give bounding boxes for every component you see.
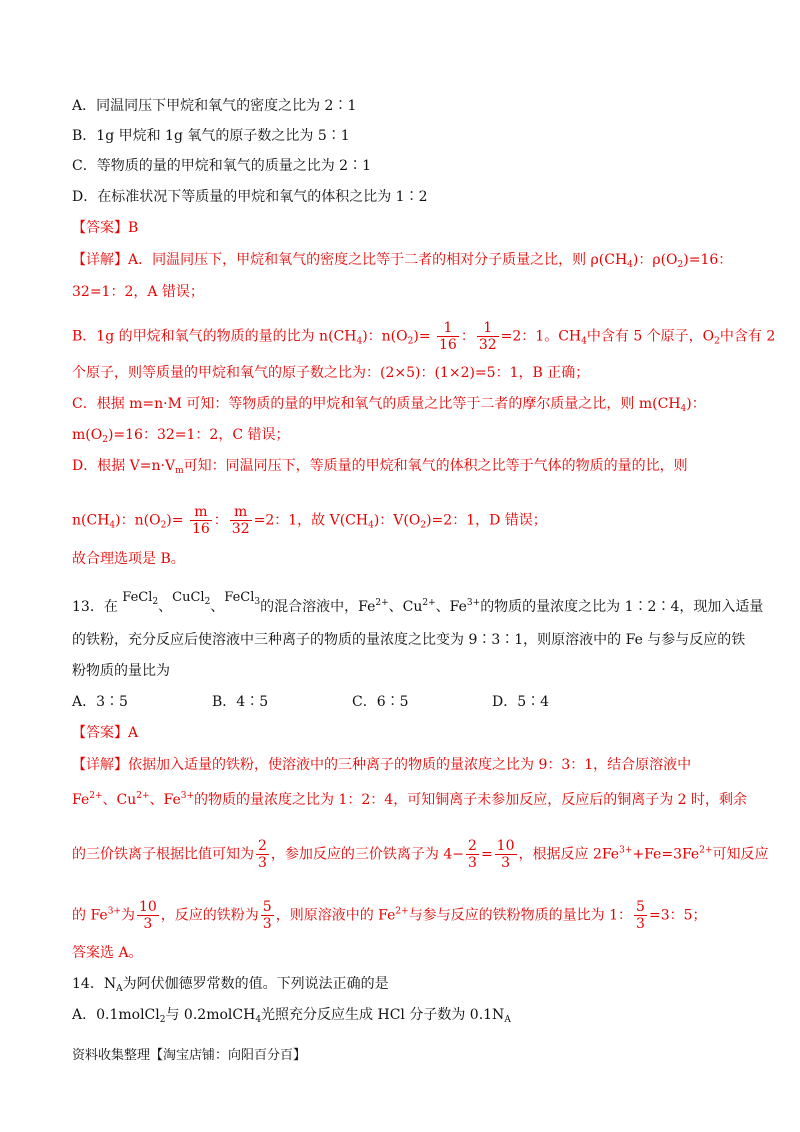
q13-detail-line5: 答案选 A。	[72, 945, 143, 961]
fraction: $\frac{5}{3}$	[636, 899, 645, 932]
fraction: $\frac{10}{3}$	[496, 838, 515, 871]
fraction: $\frac{1}{32}$	[478, 320, 497, 353]
formula-cucl2: CuCl$_2$	[172, 590, 211, 607]
page-footer: 资料收集整理【淘宝店铺：向阳百分百】	[72, 1048, 307, 1063]
fraction: $\frac{m}{16}$	[191, 504, 210, 537]
q12-detail-line3: B．1g 的甲烷和氧气的物质的量的比为 $n(CH_4)$：$n(O_2)=$ $\frac{1}{16}$ ： $\frac{1}{32}$ =2：1。$CH_4$中含有 5 个原子，$O_2$中含有 2	[72, 320, 776, 353]
formula-fecl3: FeCl$_3$	[224, 590, 261, 607]
q12-option-c: C．等物质的量的甲烷和氧气的质量之比为 2∶1	[72, 158, 371, 174]
q12-option-b: B．1g 甲烷和 1g 氧气的原子数之比为 5∶1	[72, 128, 350, 144]
q13-stem-line1: 13．在 FeCl$_2$、CuCl$_2$、FeCl$_3$的混合溶液中，$Fe^{2+}$、$Cu^{2+}$、$Fe^{3+}$的物质的量浓度之比为 1∶2∶4，现加入适量	[72, 590, 764, 615]
q13-options	[72, 692, 632, 712]
fraction: $\frac{1}{16}$	[439, 320, 457, 353]
q12-detail-line6: $m(O_2)=16$：32=1：2，C 错误；	[72, 427, 290, 445]
q13-option-b: B．4∶5	[212, 694, 269, 710]
fraction: $\frac{m}{32}$	[231, 504, 250, 537]
q13-stem-line3: 粉物质的量比为	[72, 663, 170, 679]
fraction: $\frac{2}{3}$	[258, 838, 267, 871]
q13-detail-line4: 的 $Fe^{3+}$为 $\frac{10}{3}$ ，反应的铁粉为 $\frac{5}{3}$ ，则原溶液中的 $Fe^{2+}$与参与反应的铁粉物质的量比为 1： $\frac{5}{3}$ =3：5；	[72, 899, 707, 932]
q14-stem: 14．$N_A$为阿伏伽德罗常数的值。下列说法正确的是	[72, 976, 389, 994]
q12-detail-line7: D．根据 $V=n\cdot V_m$可知：同温同压下，等质量的甲烷和氧气的体积之比等于气体的物质的量的比，则	[72, 458, 688, 476]
q13-option-c: C．6∶5	[352, 694, 409, 710]
q12-detail-line2: 32=1：2，A 错误；	[72, 284, 204, 300]
q12-option-a: A．同温同压下甲烷和氧气的密度之比为 2∶1	[72, 98, 357, 114]
q12-detail-line8: $n(CH_4)$：$n(O_2)=$ $\frac{m}{16}$ ： $\frac{m}{32}$ =2：1，故 $V(CH_4)$：$V(O_2)=2$：1，D 错误；	[72, 504, 547, 537]
q13-detail-line3: 的三价铁离子根据比值可知为 $\frac{2}{3}$ ，参加反应的三价铁离子为 4− $\frac{2}{3}$ = $\frac{10}{3}$ ，根据反应 $2Fe^{3+}+Fe=3Fe^{2+}$可知反应	[72, 838, 769, 871]
q12-detail-line5: C．根据 m=n·M 可知：等物质的量的甲烷和氧气的质量之比等于二者的摩尔质量之比，则 $m(CH_4)$：	[72, 396, 706, 414]
fraction: $\frac{10}{3}$	[138, 899, 157, 932]
q12-option-d: D．在标准状况下等质量的甲烷和氧气的体积之比为 1∶2	[72, 189, 428, 205]
q14-option-a: A．0.1molCl$_2$与 0.2molCH$_4$光照充分反应生成 HCl 分子数为 $0.1N_A$	[72, 1007, 511, 1025]
q12-detail-line9: 故合理选项是 B。	[72, 551, 185, 567]
formula-fecl2: FeCl$_2$	[122, 590, 159, 607]
q13-detail-line2: $Fe^{2+}$、$Cu^{2+}$、$Fe^{3+}$的物质的量浓度之比为 1：2：4，可知铜离子未参加反应，反应后的铜离子为 2 时，剩余	[72, 791, 748, 808]
q12-detail-line1: 【详解】A．同温同压下，甲烷和氧气的密度之比等于二者的相对分子质量之比，则 $\rho(CH_4)$：$\rho(O_2)=16$：	[72, 252, 733, 270]
fraction: $\frac{2}{3}$	[468, 838, 477, 871]
q13-option-a: A．3∶5	[72, 694, 128, 710]
q13-option-d: D．5∶4	[492, 694, 550, 710]
q12-detail-line4: 个原子，则等质量的甲烷和氧气的原子数之比为：(2×5)：(1×2)=5：1，B 正确；	[72, 365, 590, 381]
q13-answer: 【答案】A	[72, 725, 139, 741]
q12-answer: 【答案】B	[72, 220, 139, 236]
q13-stem-line2: 的铁粉，充分反应后使溶液中三种离子的物质的量浓度之比变为 9∶3∶1，则原溶液中的 Fe 与参与反应的铁	[72, 632, 746, 648]
fraction: $\frac{5}{3}$	[262, 899, 272, 932]
q13-detail-line1: 【详解】依据加入适量的铁粉，使溶液中的三种离子的物质的量浓度之比为 9：3：1，结合原溶液中	[72, 757, 692, 773]
